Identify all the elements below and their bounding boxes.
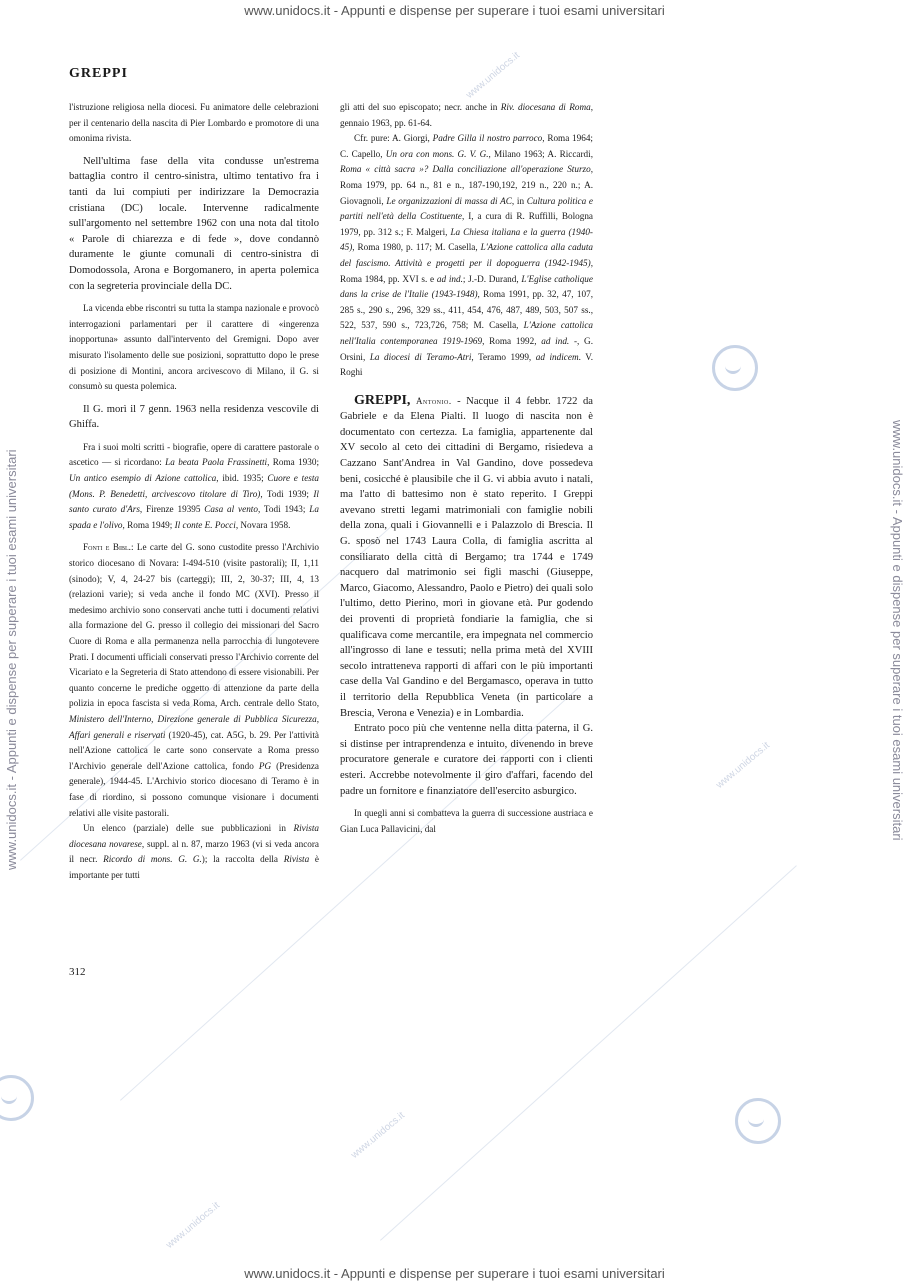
title-run: Il conte E. Pocci [174, 519, 236, 530]
paragraph: Entrato poco più che ventenne nella ditta paterna, il G. si distinse per intraprendenza e intuito, divenendo in breve procuratore generale e curatore dei rapporti con i clienti esteri. Accrebbe notevolmente il giro d'affari, facendo del padre un fornitore e finanziatore dell'esercito asburgico. [340, 723, 593, 797]
works-paragraph [69, 440, 319, 534]
paragraph: La vicenda ebbe riscontri su tutta la stampa nazionale e provocò interrogazioni parlamentari per il carattere di «ingerenza inopportuna» assunto dall'intervento del Gremigni. Dopo aver misurato l'isolamento delle sue posizioni, soprattutto dopo le prese di posizione di Montini, ancora arcivescovo di Milano, il G. si consumò su questa polemica. [69, 303, 319, 392]
title-run: L'Eglise catholique dans la crise de l'Italie (1943-1948) [340, 273, 593, 300]
text-run: , Roma 1930; [267, 457, 320, 468]
page-number: 312 [69, 966, 86, 978]
bibliography-paragraph [340, 131, 593, 381]
watermark-side-right: www.unidocs.it - Appunti e dispense per superare i tuoi esami universitari [890, 420, 905, 841]
paragraph [69, 821, 319, 883]
entry-name: GREPPI, [354, 392, 411, 408]
text-run: -, G. Orsini, [340, 335, 593, 362]
title-run: ad ind. [541, 335, 570, 346]
watermark-bottom: www.unidocs.it - Appunti e dispense per superare i tuoi esami universitari [244, 1266, 665, 1281]
sources-paragraph [69, 540, 319, 821]
text-run: - Nacque il 4 febbr. 1722 da Gabriele e da Elena Pialti. Il luogo di nascita non è documentato con certezza. La famiglia, appartenente dal XV secolo al ceto dei cittadini di Bergamo, risiedeva a Cazzano Sant'Andrea in Val Gandino, dove possedeva beni, cosicché è plausibile che il G. vi abbia avuto i natali, ma l'atto di battesimo non è stato reperito. I Greppi avevano stretti legami matrimoniali con famiglie nobili della zona, quali i Giovannelli e i Palazzolo di Brescia. Il G. sposò nel 1743 Laura Colla, di famiglia ascritta al consiliarato della città di Bergamo; tra 1744 e 1749 nacquero dal matrimonio sei figli maschi (Giuseppe, Marco, Giacomo, Alessandro, Paolo e Pietro) dei quali solo l'ultimo, detto Pierino, morì in giovane età. Pur godendo dei proventi di proprietà fondiarie la famiglia, che si qualificava come mercantile, era impegnata nel commercio all'ingrosso di lane e tessuti; nella prima metà del XVIII secolo intratteneva rapporti di affari con le più importanti case della Val Gandino e del Bergamasco, operava in tutto il territorio della Repubblica Veneta (in particolare a Brescia, Verona e Venezia) e in Lombardia. [340, 395, 594, 719]
title-run: PG [258, 760, 272, 771]
title-run: Cultura politica e partiti nell'età della Costituente [340, 195, 593, 222]
title-run: L'Azione cattolica alla caduta del fascismo. Attività e progetti per il dopoguerra (1942-1945) [340, 242, 594, 268]
watermark-logo-icon [735, 1098, 781, 1144]
watermark-top: www.unidocs.it - Appunti e dispense per superare i tuoi esami universitari [244, 3, 665, 18]
text-run: , Todi 1939; [260, 488, 314, 499]
title-run: ad indicem [535, 351, 579, 362]
text-run: , Teramo 1999, [471, 351, 536, 362]
right-column [340, 100, 593, 837]
text-run: , Roma 1992, [482, 335, 542, 346]
text-run: , Todi 1943; [257, 504, 310, 515]
title-run: La beata Paola Frassinetti [165, 457, 268, 468]
title-run: La spada e l'olivo [69, 504, 319, 530]
text-run: , ibid. 1935; [216, 473, 268, 484]
paragraph: In quegli anni si combatteva la guerra di successione austriaca e Gian Luca Pallavicini, dal [340, 808, 593, 834]
paragraph [340, 100, 593, 131]
text-run: , Milano 1963; A. Riccardi, [488, 148, 593, 159]
text-run: , gennaio 1963, pp. 61-64. [340, 102, 593, 128]
sources-label: Fonti e Bibl. [83, 542, 131, 553]
left-column [69, 100, 319, 884]
watermark-logo-icon [712, 345, 758, 391]
text-run: è importante per tutti [69, 854, 319, 880]
title-run: L'Azione cattolica nell'Italia contemporanea 1919-1969 [340, 320, 594, 346]
entry-paragraph [340, 393, 593, 721]
text-run: , Roma 1964; C. Capello, [340, 133, 593, 159]
text-run: ); la raccolta della [201, 854, 284, 865]
title-run: Rivista diocesana novarese [69, 823, 319, 849]
running-head: GREPPI [69, 66, 128, 81]
text-run: , Roma 1984, pp. XVI s. e [340, 257, 593, 284]
text-run: , Roma 1979, pp. 64 n., 81 e n., 187-190,192, 219 n., 220 n.; A. Giovagnoli, [340, 164, 593, 206]
paragraph: Nell'ultima fase della vita condusse un'estrema battaglia contro il centro-sinistra, ultimo tentativo fra i tanti da lui compiuti per indirizzare la Democrazia cristiana (DC) locale. Intervenne radicalmente sull'argomento nel settembre 1962 con una nota dal titolo « Parole di chiarezza e di fede », dove condannò duramente le giunte comunali di centro-sinistra di Domodossola, Arona e Borgomanero, in aperta polemica con la segreteria provinciale della DC. [69, 155, 319, 292]
title-run: Un ora con mons. G. V. G. [385, 148, 489, 159]
text-run: Fra i suoi molti scritti - biografie, opere di carattere pastorale o ascetico — si ricordano: [69, 441, 319, 468]
entry-first-name: Antonio. [415, 395, 452, 406]
watermark-faint: www.unidocs.it [714, 740, 772, 791]
title-run: Roma « città sacra »? Dalla conciliazione all'operazione Sturzo [340, 164, 591, 175]
text-run: gli atti del suo episcopato; necr. anche in [340, 102, 501, 112]
watermark-faint: www.unidocs.it [164, 1200, 222, 1251]
text-run: Un elenco (parziale) delle sue pubblicazioni in [83, 823, 294, 834]
title-run: Rivista [283, 854, 310, 865]
text-run: , Roma 1991, pp. 32, 47, 107, 285 s., 290 s., 296, 329 ss., 411, 454, 476, 487, 489, 503, 507 ss., 522, 537, 590 s., 723,726, 758; M. Casella, [340, 289, 593, 331]
paragraph: l'istruzione religiosa nella diocesi. Fu animatore delle celebrazioni per il centenario della nascita di Pier Lombardo e promotore di una omonima rivista. [69, 102, 319, 144]
title-run: Le organizzazioni di massa di AC [386, 195, 512, 206]
title-run: Un antico esempio di Azione cattolica [69, 473, 217, 484]
watermark-diagonal-line [380, 865, 797, 1240]
text-run: Cfr. pure: A. Giorgi, [354, 133, 433, 144]
title-run: Il santo curato d'Ars [69, 488, 319, 515]
title-run: Ministero dell'Interno, Direzione generale di Pubblica Sicurezza, Affari generali e riservati [69, 713, 319, 740]
watermark-side-left: www.unidocs.it - Appunti e dispense per superare i tuoi esami universitari [4, 449, 19, 870]
text-run: , Roma 1949; [122, 519, 175, 530]
text-run: , I, a cura di R. Ruffilli, Bologna 1979, pp. 312 s.; F. Malgeri, [340, 211, 593, 237]
text-run: ; J.-D. Durand, [462, 273, 522, 284]
text-run: , suppl. al n. 87, marzo 1963 (vi si veda ancora il necr. [69, 838, 319, 865]
watermark-faint: www.unidocs.it [464, 50, 522, 101]
watermark-logo-icon [0, 1075, 34, 1121]
paragraph: Il G. morì il 7 genn. 1963 nella residenza vescovile di Ghiffa. [69, 403, 319, 431]
text-run: , Novara 1958. [235, 519, 291, 530]
title-run: Casa al vento [204, 504, 258, 515]
text-run: . V. Roghi [340, 351, 593, 378]
text-run: , in [511, 195, 527, 206]
title-run: Cuore e testa (Mons. P. Benedetti, arcivescovo titolare di Tiro) [69, 473, 319, 499]
watermark-faint: www.unidocs.it [349, 1110, 407, 1161]
title-run: ad ind. [436, 273, 463, 284]
title-run: La diocesi di Teramo-Atri [369, 351, 472, 362]
title-run: Ricordo di mons. G. G. [103, 854, 202, 865]
text-run: : Le carte del G. sono custodite presso l'Archivio storico diocesano di Novara: I-494-510 (visite pastorali); II, 1,11 (sinodo); V, 4, 24-27 bis (carteggi); III, 2, 30-37; III, 4, 13 (relazioni varie); si veda anche il fondo MC (XVI). Presso il medesimo archivio sono conservati anche tutti i documenti relativi alla formazione del G. presso il collegio dei missionari del Sacro Cuore di Roma e alla permanenza nella parrocchia di lungotevere Prati. I documenti ufficiali conservati presso l'Archivio corrente del Vicariato e la Segreteria di Stato attendono di essere visionabili. Per quanto concerne le prediche oggetto di attenzione da parte della polizia in epoca fascista si veda Roma, Arch. centrale dello Stato, [69, 542, 319, 709]
text-run: , Firenze 19395 [139, 504, 205, 515]
text-run: , Roma 1980, p. 117; M. Casella, [352, 242, 481, 253]
title-run: La Chiesa italiana e la guerra (1940-45) [340, 226, 593, 253]
text-run: (1920-45), cat. A5G, b. 29. Per l'attività nell'Azione cattolica le carte sono conservate a Roma presso l'Archivio generale dell'Azione cattolica, fondo [69, 729, 319, 771]
title-run: Padre Gilla il nostro parroco [432, 133, 543, 144]
text-run: (Presidenza generale), 1944-45. L'Archivio storico diocesano di Teramo è in fase di riordino, si possono comunque visionare i documenti relativi alle visite pastorali. [69, 760, 319, 818]
title-run: Riv. diocesana di Roma [500, 102, 591, 112]
